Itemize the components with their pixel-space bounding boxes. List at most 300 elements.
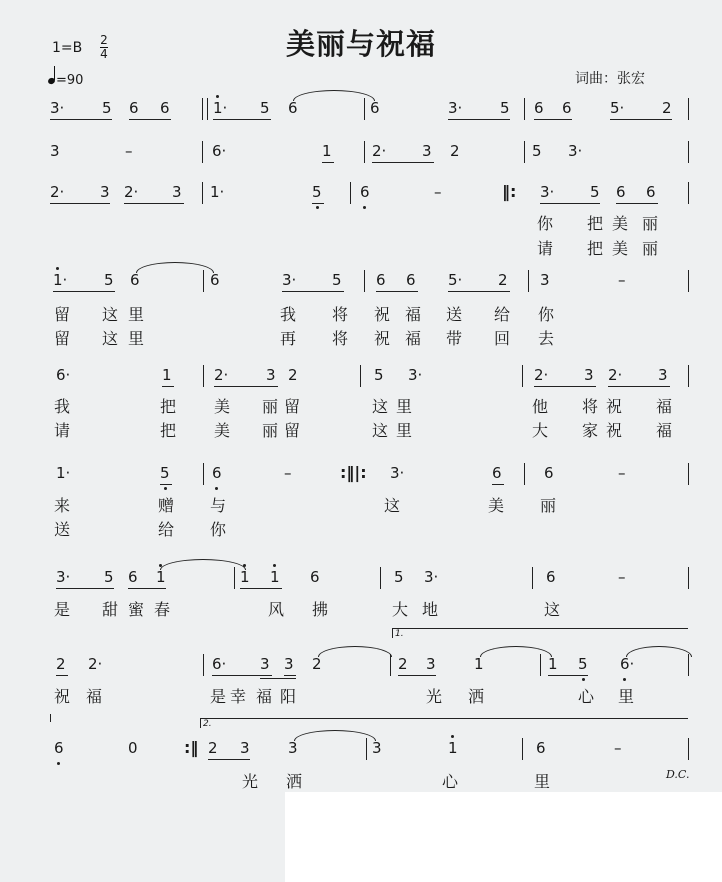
octave-dot [216, 95, 219, 98]
note: 1· [53, 271, 68, 289]
time-denominator: 4 [100, 47, 108, 61]
underline [208, 759, 250, 760]
lyrics-line-3a [50, 214, 690, 236]
lyric: 洒 [468, 687, 485, 706]
note: 6 [536, 739, 546, 757]
octave-dot [316, 206, 319, 209]
score-line-1 [50, 98, 690, 124]
tempo-marking [46, 70, 83, 88]
note: 3· [448, 99, 463, 117]
note: 3· [540, 183, 555, 201]
note: 2 [56, 655, 66, 673]
barline [688, 182, 689, 204]
lyric: 回 [494, 329, 511, 348]
lyric: 与 [210, 496, 227, 515]
lyric: 祝 [54, 687, 71, 706]
barline [688, 98, 689, 120]
underline [50, 203, 110, 204]
lyric: 赠 [158, 496, 175, 515]
note: 2 [208, 739, 218, 757]
note: 6 [544, 464, 554, 482]
note: 2 [662, 99, 672, 117]
lyrics-line-6b [50, 520, 690, 542]
underline [284, 675, 296, 676]
barline [522, 365, 523, 387]
barline [202, 98, 203, 120]
note: 2 [312, 655, 322, 673]
barline [364, 270, 365, 292]
lyric: 把 [587, 214, 604, 233]
note: 5 [532, 142, 542, 160]
barline [234, 567, 235, 589]
note: 3 [266, 366, 276, 384]
underline [160, 484, 172, 485]
underline [548, 675, 588, 676]
lyric: 心 [578, 687, 595, 706]
lyric: 请 [537, 239, 554, 258]
note: 3 [284, 655, 294, 673]
lyric: 心 [442, 772, 459, 791]
note: 1 [240, 568, 250, 586]
barline [380, 567, 381, 589]
note: 6· [212, 142, 227, 160]
lyric: 丽 [540, 496, 557, 515]
underline [312, 203, 324, 204]
underline [610, 119, 672, 120]
lyric: 把 [160, 421, 177, 440]
lyric: 我 [54, 397, 71, 416]
note: 5 [578, 655, 588, 673]
barline [202, 182, 203, 204]
barline [524, 463, 525, 485]
note: – [618, 464, 626, 482]
underline [260, 678, 296, 679]
volta-1-label: 1. [395, 629, 404, 639]
note: – [434, 183, 442, 201]
score-line-4 [50, 270, 690, 296]
barline [350, 182, 351, 204]
lyric: 美 [488, 496, 505, 515]
da-capo-marking: D.C. [666, 768, 690, 781]
note: 3 [372, 739, 382, 757]
lyric: 留 [54, 305, 71, 324]
barline [364, 98, 365, 120]
repeat-start-sign: ‖: [502, 182, 517, 201]
lyric: 你 [210, 520, 227, 539]
underline [372, 162, 434, 163]
barline [203, 365, 204, 387]
underline [540, 203, 600, 204]
score-line-2 [50, 141, 690, 167]
note: 6· [56, 366, 71, 384]
underline [240, 588, 282, 589]
lyric: 我 [280, 305, 297, 324]
note: 1 [548, 655, 558, 673]
score-line-8 [50, 654, 690, 680]
barline [524, 98, 525, 120]
lyric: 来 [54, 496, 71, 515]
lyrics-line-5a [50, 397, 690, 419]
octave-dot [363, 206, 366, 209]
note: 3 [426, 655, 436, 673]
note: 1 [448, 739, 458, 757]
note: 6 [160, 99, 170, 117]
note: 1 [162, 366, 172, 384]
tempo-value: =90 [56, 73, 84, 88]
note: 1· [210, 183, 225, 201]
lyric: 送 [446, 305, 463, 324]
lyric: 你 [537, 214, 554, 233]
time-numerator: 2 [100, 33, 108, 47]
lyric: 大 [392, 600, 409, 619]
lyrics-line-9 [50, 772, 690, 794]
octave-dot [243, 564, 246, 567]
underline [608, 386, 670, 387]
song-title: 美丽与祝福 [285, 27, 436, 61]
lyric: 是 [54, 600, 71, 619]
barline [688, 270, 689, 292]
note: 6 [616, 183, 626, 201]
note: 5 [332, 271, 342, 289]
lyric: 拂 [312, 600, 329, 619]
note: 6 [370, 99, 380, 117]
lyric: 里 [618, 687, 635, 706]
underline [376, 291, 418, 292]
lyric: 祝 [374, 305, 391, 324]
note: 6· [620, 655, 635, 673]
barline [688, 365, 689, 387]
score-line-6 [50, 463, 690, 489]
note: 3· [282, 271, 297, 289]
note: 6 [310, 568, 320, 586]
lyric: 给 [158, 520, 175, 539]
note: 3 [50, 142, 60, 160]
note: 6 [534, 99, 544, 117]
note: 5 [394, 568, 404, 586]
note: 2 [288, 366, 298, 384]
lyric: 福 [86, 687, 103, 706]
underline [282, 291, 344, 292]
barline [688, 654, 689, 676]
lyric: 丽 [262, 421, 279, 440]
note: 6· [212, 655, 227, 673]
note: 3· [56, 568, 71, 586]
octave-dot [623, 678, 626, 681]
underline [124, 203, 184, 204]
note: 5 [260, 99, 270, 117]
underline [50, 119, 112, 120]
octave-dot [57, 762, 60, 765]
volta-2-bracket [200, 718, 688, 719]
note: 3· [50, 99, 65, 117]
lyric: 祝 [374, 329, 391, 348]
lyric: 幸 [230, 687, 247, 706]
lyric: 里 [128, 329, 145, 348]
lyric: 留 [284, 421, 301, 440]
note: 2· [608, 366, 623, 384]
lyric: 甜 [102, 600, 119, 619]
lyrics-line-6a [50, 496, 690, 518]
underline [398, 675, 436, 676]
lyric: 你 [538, 305, 555, 324]
note: 6 [376, 271, 386, 289]
lyric: 请 [54, 421, 71, 440]
note: 1 [270, 568, 280, 586]
underline [492, 484, 504, 485]
lyric: 里 [396, 397, 413, 416]
barline [390, 654, 391, 676]
barline [522, 738, 523, 760]
barline [524, 141, 525, 163]
note: 5 [104, 568, 114, 586]
note: 3 [540, 271, 550, 289]
barline [688, 141, 689, 163]
underline [534, 119, 572, 120]
lyric: 丽 [642, 239, 659, 258]
lyric: 福 [656, 421, 673, 440]
lyric: 福 [405, 305, 422, 324]
note: – [614, 739, 622, 757]
note: 6 [212, 464, 222, 482]
underline [448, 119, 510, 120]
tie-tail [50, 714, 51, 722]
lyric: 把 [160, 397, 177, 416]
note: 3 [658, 366, 668, 384]
lyrics-line-3b [50, 239, 690, 261]
note: 6 [128, 568, 138, 586]
lyric: 他 [532, 397, 549, 416]
lyrics-line-5b [50, 421, 690, 443]
author-credit: 词曲：张宏 [575, 71, 645, 87]
underline [448, 291, 510, 292]
lyric: 这 [102, 329, 119, 348]
octave-dot [215, 487, 218, 490]
lyric: 祝 [606, 397, 623, 416]
volta-1-bracket [392, 628, 688, 629]
note: 6 [130, 271, 140, 289]
note: 6 [129, 99, 139, 117]
lyric: 美 [214, 397, 231, 416]
sheet-paper-lower [0, 792, 285, 882]
note: 5 [102, 99, 112, 117]
lyric: 是 [210, 687, 227, 706]
note: 0 [128, 739, 138, 757]
note: – [284, 464, 292, 482]
underline [56, 588, 114, 589]
octave-dot [164, 487, 167, 490]
lyric: 美 [612, 239, 629, 258]
lyric: 里 [534, 772, 551, 791]
note: 2· [534, 366, 549, 384]
repeat-end-sign: :‖ [184, 738, 199, 757]
octave-dot [582, 678, 585, 681]
note: 5 [374, 366, 384, 384]
note: 6 [360, 183, 370, 201]
quarter-note-icon [46, 70, 56, 84]
note: 5 [104, 271, 114, 289]
volta-2-label: 2. [203, 719, 212, 729]
note: – [618, 271, 626, 289]
score-line-3 [50, 182, 690, 208]
barline [528, 270, 529, 292]
note: 3 [260, 655, 270, 673]
underline [128, 588, 166, 589]
lyric: 春 [154, 600, 171, 619]
lyric: 祝 [606, 421, 623, 440]
note: 2· [88, 655, 103, 673]
underline [162, 386, 174, 387]
note: 2· [372, 142, 387, 160]
lyric: 给 [494, 305, 511, 324]
volta-1-tick [392, 628, 393, 638]
score-line-9 [50, 738, 690, 764]
note: 5 [312, 183, 322, 201]
note: – [618, 568, 626, 586]
note: 1· [56, 464, 71, 482]
note: 3 [172, 183, 182, 201]
lyrics-line-8 [50, 687, 690, 709]
note: 3 [100, 183, 110, 201]
note: 3 [240, 739, 250, 757]
lyric: 阳 [280, 687, 297, 706]
lyric: 光 [426, 687, 443, 706]
barline [532, 567, 533, 589]
lyric: 把 [587, 239, 604, 258]
lyric: 丽 [642, 214, 659, 233]
note: 3· [568, 142, 583, 160]
lyric: 这 [544, 600, 561, 619]
note: 6 [406, 271, 416, 289]
note: 2 [498, 271, 508, 289]
lyrics-line-7 [50, 600, 690, 622]
barline [207, 98, 208, 120]
note: 6 [54, 739, 64, 757]
barline [203, 654, 204, 676]
underline [214, 386, 278, 387]
note: 1· [213, 99, 228, 117]
lyric: 福 [656, 397, 673, 416]
note: 1 [474, 655, 484, 673]
note: 5· [610, 99, 625, 117]
barline [203, 463, 204, 485]
barline [688, 567, 689, 589]
note: 6 [546, 568, 556, 586]
underline [56, 675, 68, 676]
note: 2 [398, 655, 408, 673]
note: 3 [288, 739, 298, 757]
note: 2· [50, 183, 65, 201]
lyric: 这 [102, 305, 119, 324]
lyrics-line-4b [50, 329, 690, 351]
lyric: 带 [446, 329, 463, 348]
lyric: 留 [284, 397, 301, 416]
lyric: 家 [582, 421, 599, 440]
lyric: 送 [54, 520, 71, 539]
note: 3· [424, 568, 439, 586]
note: 6 [288, 99, 298, 117]
underline [212, 675, 272, 676]
note: – [125, 142, 133, 160]
underline [53, 291, 115, 292]
note: 6 [492, 464, 502, 482]
octave-dot [56, 267, 59, 270]
octave-dot [273, 564, 276, 567]
lyric: 大 [532, 421, 549, 440]
underline [322, 162, 334, 163]
lyric: 里 [128, 305, 145, 324]
underline [616, 203, 658, 204]
lyric: 这 [372, 397, 389, 416]
score-line-5 [50, 365, 690, 391]
lyric: 福 [256, 687, 273, 706]
barline [360, 365, 361, 387]
note: 5 [160, 464, 170, 482]
key-signature: 1=B [52, 40, 83, 56]
note: 2· [124, 183, 139, 201]
lyric: 丽 [262, 397, 279, 416]
lyric: 风 [268, 600, 285, 619]
lyric: 再 [280, 329, 297, 348]
barline [366, 738, 367, 760]
barline [202, 141, 203, 163]
lyric: 美 [214, 421, 231, 440]
note: 2 [450, 142, 460, 160]
lyrics-line-4a [50, 305, 690, 327]
octave-dot [451, 735, 454, 738]
underline [129, 119, 171, 120]
barline [203, 270, 204, 292]
note: 6 [646, 183, 656, 201]
barline [364, 141, 365, 163]
note: 5· [448, 271, 463, 289]
note: 3 [422, 142, 432, 160]
note: 3 [584, 366, 594, 384]
lyric: 福 [405, 329, 422, 348]
note: 6 [210, 271, 220, 289]
barline [688, 463, 689, 485]
lyric: 洒 [286, 772, 303, 791]
lyric: 里 [396, 421, 413, 440]
note: 3· [390, 464, 405, 482]
note: 6 [562, 99, 572, 117]
lyric: 留 [54, 329, 71, 348]
barline [688, 738, 689, 760]
lyric: 将 [332, 305, 349, 324]
lyric: 美 [612, 214, 629, 233]
lyric: 这 [372, 421, 389, 440]
lyric: 将 [332, 329, 349, 348]
score-line-7 [50, 567, 690, 593]
lyric: 这 [384, 496, 401, 515]
underline [534, 386, 596, 387]
note: 2· [214, 366, 229, 384]
note: 5 [500, 99, 510, 117]
note: 5 [590, 183, 600, 201]
volta-2-tick [200, 718, 201, 728]
lyric: 去 [538, 329, 555, 348]
lyric: 将 [582, 397, 599, 416]
time-signature [100, 34, 108, 60]
lyric: 光 [242, 772, 259, 791]
barline [540, 654, 541, 676]
note: 3· [408, 366, 423, 384]
lyric: 蜜 [128, 600, 145, 619]
note: 1 [322, 142, 332, 160]
underline [213, 119, 271, 120]
lyric: 地 [422, 600, 439, 619]
note: 1 [156, 568, 166, 586]
repeat-sign: :‖|: [340, 463, 367, 482]
